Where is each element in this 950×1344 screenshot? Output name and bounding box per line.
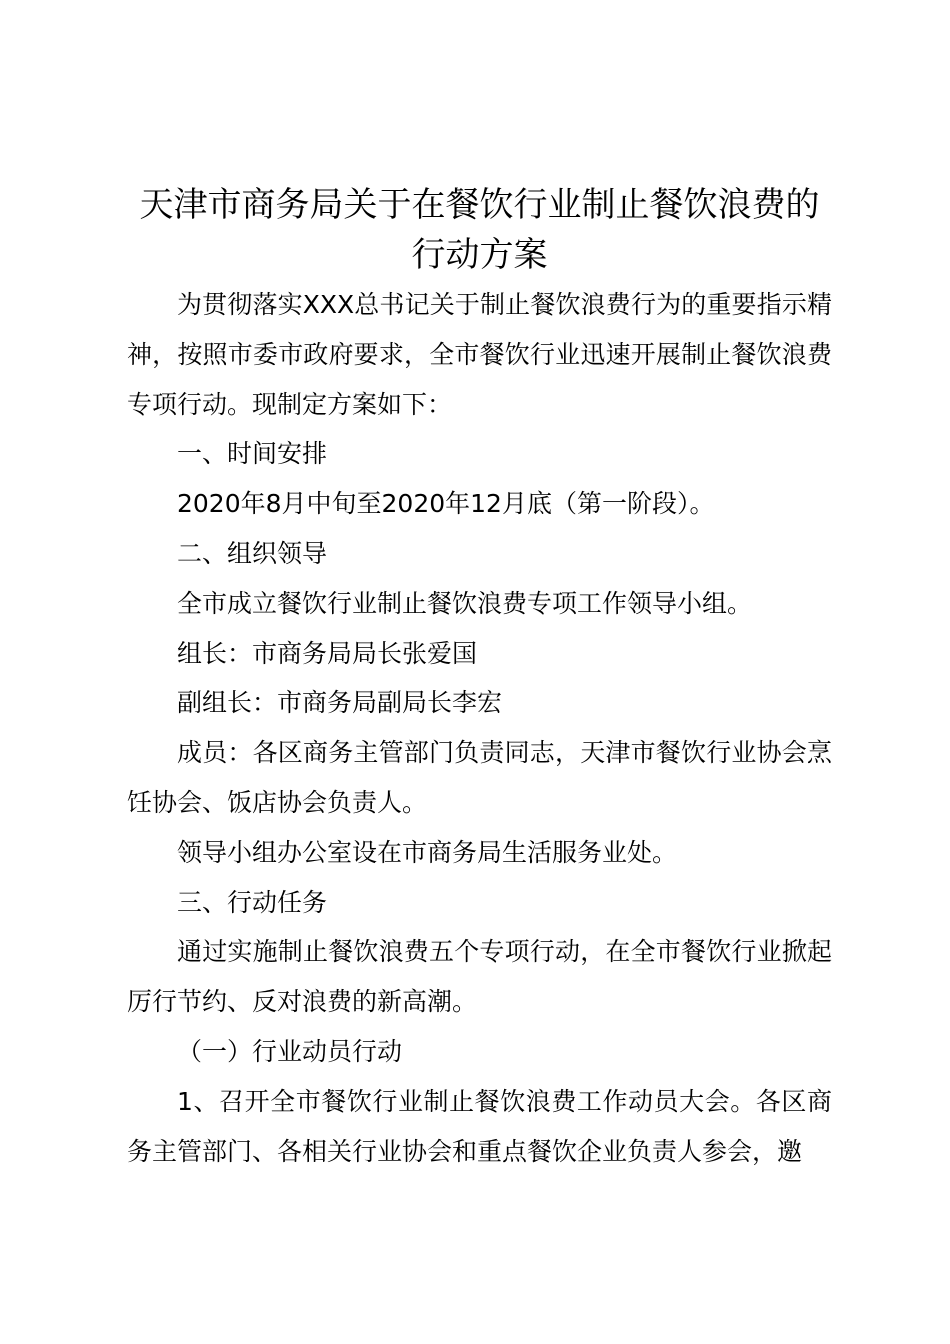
schedule-paragraph: 2020年8月中旬至2020年12月底（第一阶段）。 [177,489,715,519]
group-leader-paragraph: 组长：市商务局局长张爱国 [177,638,478,668]
tasks-paragraph: 通过实施制止餐饮浪费五个专项行动，在全市餐饮行业掀起厉行节约、反对浪费的新高潮。 [127,937,832,1017]
title-line-2: 行动方案 [411,235,548,275]
members-paragraph: 成员：各区商务主管部门负责同志，天津市餐饮行业协会烹饪协会、饭店协会负责人。 [127,738,832,817]
subsection-heading-mobilization: （一）行业动员行动 [177,1036,403,1066]
intro-paragraph: 为贯彻落实XXX总书记关于制止餐饮浪费行为的重要指示精神，按照市委市政府要求，全市餐饮行业迅速开展制止餐饮浪费专项行动。现制定方案如下： [127,290,832,419]
document-title [127,180,832,280]
section-heading-leadership: 二、组织领导 [177,538,328,568]
section-heading-schedule: 一、时间安排 [177,439,328,469]
mobilization-paragraph: 1、召开全市餐饮行业制止餐饮浪费工作动员大会。各区商务主管部门、各相关行业协会和重点餐饮企业负责人参会，邀 [127,1086,832,1166]
leadership-paragraph: 全市成立餐饮行业制止餐饮浪费专项工作领导小组。 [177,588,753,618]
office-paragraph: 领导小组办公室设在市商务局生活服务业处。 [177,837,678,867]
section-heading-tasks: 三、行动任务 [177,887,328,917]
document-body [127,180,832,1176]
deputy-leader-paragraph: 副组长：市商务局副局长李宏 [177,688,503,718]
title-line-1: 天津市商务局关于在餐饮行业制止餐饮浪费的 [139,185,820,225]
